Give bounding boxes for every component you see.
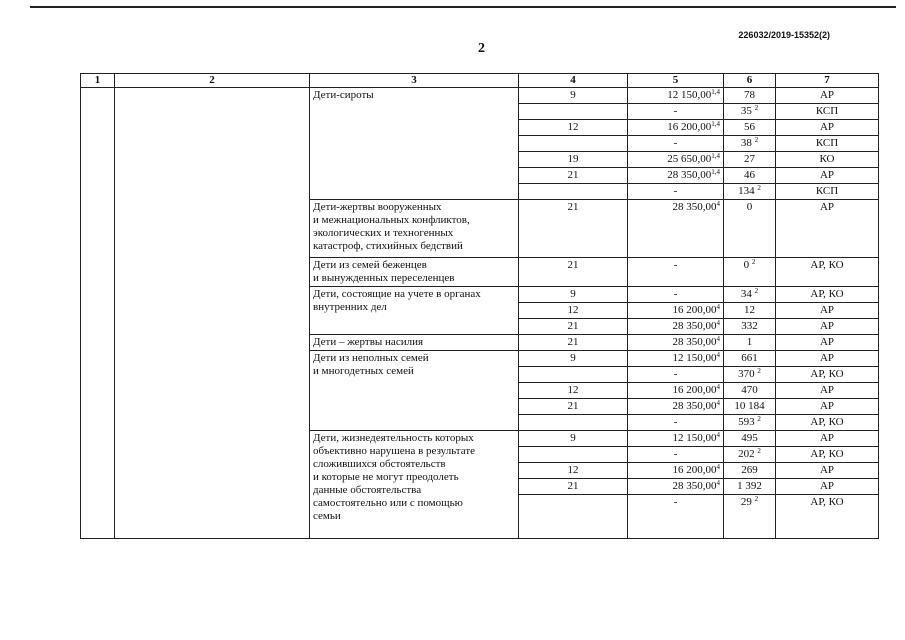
age-cell — [519, 104, 628, 120]
column-header-4: 4 — [519, 74, 628, 88]
amount-cell — [628, 136, 724, 152]
table-row — [81, 88, 879, 104]
count-cell — [724, 184, 776, 200]
age-cell: 12 — [519, 303, 628, 319]
count-value: 56 — [744, 121, 755, 133]
amount-footnote: 4 — [716, 200, 720, 208]
amount-value: 28 350,00 — [672, 201, 717, 213]
count-value: 34 — [740, 288, 752, 300]
amount-footnote: 1,4 — [711, 152, 720, 160]
amount-cell — [628, 399, 724, 415]
count-cell — [724, 200, 776, 258]
column-header-6: 6 — [724, 74, 776, 88]
count-value: 332 — [741, 320, 758, 332]
amount-value: 12 150,00 — [667, 89, 712, 101]
age-cell: 21 — [519, 335, 628, 351]
count-value: 1 392 — [737, 480, 762, 492]
count-value: 0 — [746, 201, 753, 213]
amount-value: 28 350,00 — [672, 400, 717, 412]
age-cell — [519, 495, 628, 539]
amount-value: 12 150,00 — [672, 432, 717, 444]
age-cell — [519, 367, 628, 383]
code-cell: КСП — [776, 136, 879, 152]
count-value: 0 — [743, 259, 750, 271]
amount-cell — [628, 168, 724, 184]
amount-value: - — [673, 416, 678, 428]
category-cell: Дети-сироты — [310, 88, 519, 200]
code-cell: АР, КО — [776, 367, 879, 383]
amount-cell — [628, 431, 724, 447]
document-number: 226032/2019-15352(2) — [738, 30, 830, 40]
age-cell — [519, 136, 628, 152]
age-cell — [519, 184, 628, 200]
code-cell: АР — [776, 335, 879, 351]
amount-value: 28 350,00 — [672, 320, 717, 332]
category-cell: Дети из семей беженцев и вынужденных переселенцев — [310, 258, 519, 287]
category-cell: Дети – жертвы насилия — [310, 335, 519, 351]
column-header-3: 3 — [310, 74, 519, 88]
code-cell: АР — [776, 120, 879, 136]
code-cell: АР — [776, 463, 879, 479]
code-cell: АР — [776, 319, 879, 335]
amount-cell — [628, 367, 724, 383]
count-footnote: 2 — [754, 287, 759, 295]
count-value: 134 — [738, 185, 755, 197]
amount-footnote: 4 — [716, 479, 720, 487]
count-cell — [724, 495, 776, 539]
count-cell — [724, 383, 776, 399]
code-cell: АР, КО — [776, 258, 879, 287]
count-value: 12 — [744, 304, 755, 316]
empty-col-2 — [115, 88, 310, 539]
code-cell: АР — [776, 303, 879, 319]
amount-footnote: 1,4 — [711, 88, 720, 96]
amount-value: - — [673, 368, 678, 380]
count-value: 46 — [744, 169, 755, 181]
count-cell — [724, 351, 776, 367]
table-body — [81, 88, 879, 539]
count-footnote: 2 — [754, 495, 759, 503]
code-cell: АР, КО — [776, 447, 879, 463]
count-value: 202 — [738, 448, 755, 460]
amount-cell — [628, 287, 724, 303]
count-value: 661 — [741, 352, 758, 364]
amount-value: - — [673, 259, 678, 271]
age-cell: 21 — [519, 258, 628, 287]
amount-cell — [628, 463, 724, 479]
count-footnote: 2 — [754, 104, 759, 112]
amount-cell — [628, 335, 724, 351]
age-cell: 12 — [519, 463, 628, 479]
amount-footnote: 1,4 — [711, 120, 720, 128]
amount-value: - — [673, 288, 678, 300]
amount-value: 28 350,00 — [672, 336, 717, 348]
code-cell: АР — [776, 168, 879, 184]
count-value: 10 184 — [734, 400, 765, 412]
count-value: 495 — [741, 432, 758, 444]
count-value: 470 — [741, 384, 758, 396]
code-cell: АР, КО — [776, 495, 879, 539]
count-cell — [724, 399, 776, 415]
age-cell: 9 — [519, 287, 628, 303]
count-cell — [724, 88, 776, 104]
amount-value: - — [673, 496, 678, 508]
amount-cell — [628, 383, 724, 399]
age-cell — [519, 447, 628, 463]
count-cell — [724, 168, 776, 184]
count-value: 35 — [740, 105, 752, 117]
code-cell: АР — [776, 399, 879, 415]
count-cell — [724, 335, 776, 351]
code-cell: АР — [776, 479, 879, 495]
column-header-7: 7 — [776, 74, 879, 88]
amount-value: 28 350,00 — [672, 480, 717, 492]
age-cell: 19 — [519, 152, 628, 168]
amount-cell — [628, 351, 724, 367]
count-cell — [724, 463, 776, 479]
amount-cell — [628, 120, 724, 136]
amount-cell — [628, 479, 724, 495]
amount-footnote: 4 — [716, 399, 720, 407]
age-cell: 21 — [519, 168, 628, 184]
count-cell — [724, 104, 776, 120]
count-footnote: 2 — [757, 447, 761, 455]
count-footnote: 2 — [757, 184, 761, 192]
count-cell — [724, 136, 776, 152]
age-cell — [519, 415, 628, 431]
column-header-2: 2 — [115, 74, 310, 88]
count-footnote: 2 — [751, 258, 756, 266]
amount-value: 16 200,00 — [672, 304, 717, 316]
amount-cell — [628, 319, 724, 335]
count-cell — [724, 287, 776, 303]
age-cell: 21 — [519, 319, 628, 335]
amount-cell — [628, 152, 724, 168]
count-cell — [724, 120, 776, 136]
count-value: 269 — [741, 464, 758, 476]
amount-cell — [628, 495, 724, 539]
amount-footnote: 1,4 — [711, 168, 720, 176]
amount-value: 16 200,00 — [672, 464, 717, 476]
code-cell: АР — [776, 431, 879, 447]
amount-footnote: 4 — [716, 351, 720, 359]
code-cell: КО — [776, 152, 879, 168]
amount-footnote: 4 — [716, 463, 720, 471]
amount-cell — [628, 88, 724, 104]
amount-value: - — [673, 137, 678, 149]
count-value: 78 — [744, 89, 755, 101]
count-value: 29 — [740, 496, 752, 508]
amount-footnote: 4 — [716, 383, 720, 391]
age-cell: 9 — [519, 88, 628, 104]
amount-cell — [628, 200, 724, 258]
category-cell: Дети из неполных семей и многодетных семей — [310, 351, 519, 431]
amount-cell — [628, 104, 724, 120]
page-number: 2 — [478, 41, 485, 56]
count-cell — [724, 431, 776, 447]
count-footnote: 2 — [757, 367, 761, 375]
amount-footnote: 4 — [716, 319, 720, 327]
age-cell: 21 — [519, 399, 628, 415]
amount-cell — [628, 303, 724, 319]
count-cell — [724, 415, 776, 431]
amount-value: - — [673, 185, 678, 197]
count-cell — [724, 367, 776, 383]
amount-footnote: 4 — [716, 431, 720, 439]
count-cell — [724, 479, 776, 495]
amount-value: 25 650,00 — [667, 153, 712, 165]
category-cell: Дети, состоящие на учете в органах внутренних дел — [310, 287, 519, 335]
code-cell: КСП — [776, 104, 879, 120]
column-header-1: 1 — [81, 74, 115, 88]
age-cell: 21 — [519, 479, 628, 495]
count-cell — [724, 152, 776, 168]
top-rule — [30, 6, 896, 8]
count-footnote: 2 — [757, 415, 761, 423]
amount-cell — [628, 447, 724, 463]
age-cell: 21 — [519, 200, 628, 258]
count-value: 370 — [738, 368, 755, 380]
age-cell: 12 — [519, 120, 628, 136]
age-cell: 9 — [519, 351, 628, 367]
category-cell: Дети-жертвы вооруженных и межнациональных конфликтов, экологических и техногенных катастроф, стихийных бедствий — [310, 200, 519, 258]
amount-value: 12 150,00 — [672, 352, 717, 364]
age-cell: 9 — [519, 431, 628, 447]
column-header-5: 5 — [628, 74, 724, 88]
amount-footnote: 4 — [716, 335, 720, 343]
code-cell: АР — [776, 351, 879, 367]
amount-value: 16 200,00 — [672, 384, 717, 396]
count-value: 1 — [746, 336, 753, 348]
age-cell: 12 — [519, 383, 628, 399]
count-cell — [724, 303, 776, 319]
code-cell: КСП — [776, 184, 879, 200]
amount-cell — [628, 258, 724, 287]
amount-cell — [628, 184, 724, 200]
amount-cell — [628, 415, 724, 431]
code-cell: АР — [776, 383, 879, 399]
count-value: 593 — [738, 416, 755, 428]
count-value: 38 — [740, 137, 752, 149]
empty-col-1 — [81, 88, 115, 539]
count-cell — [724, 447, 776, 463]
header-row — [81, 74, 879, 88]
count-footnote: 2 — [754, 136, 759, 144]
amount-value: 16 200,00 — [667, 121, 712, 133]
amount-value: 28 350,00 — [667, 169, 712, 181]
amount-value: - — [673, 448, 678, 460]
count-cell — [724, 319, 776, 335]
code-cell: АР, КО — [776, 415, 879, 431]
amount-footnote: 4 — [716, 303, 720, 311]
category-cell: Дети, жизнедеятельность которых объективно нарушена в результате сложившихся обстоятельств и которые не могут преодолеть данные обстоятельства самостоятельно или с помощью семьи — [310, 431, 519, 539]
amount-value: - — [673, 105, 678, 117]
count-value: 27 — [744, 153, 755, 165]
code-cell: АР, КО — [776, 287, 879, 303]
code-cell: АР — [776, 88, 879, 104]
data-table — [80, 73, 879, 539]
count-cell — [724, 258, 776, 287]
code-cell: АР — [776, 200, 879, 258]
